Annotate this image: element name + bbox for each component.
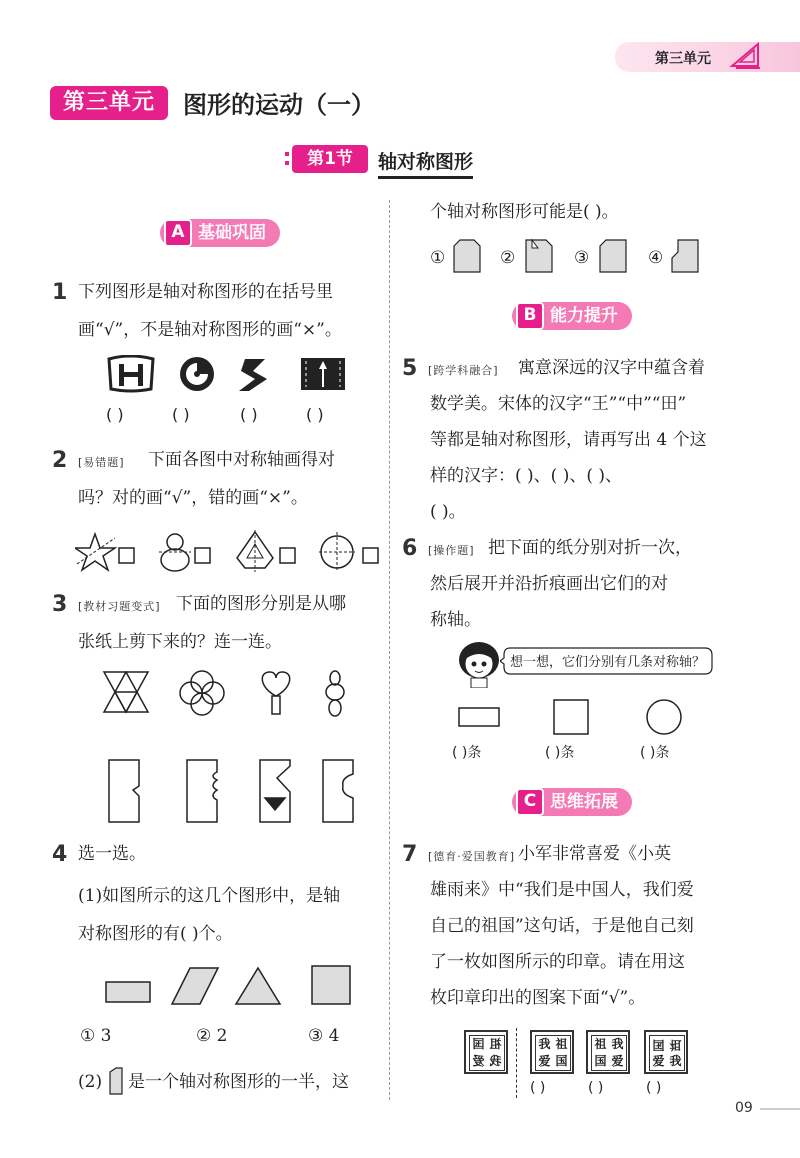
clover-shape-icon — [180, 671, 224, 715]
q2-tag: [易错题] — [78, 456, 125, 469]
q1-logos — [105, 355, 355, 395]
choice-shape-1-icon — [452, 238, 482, 274]
q2-text-line1: 下面各图中对称轴画得对 — [148, 450, 335, 470]
q7-answer-2[interactable]: ( ) — [588, 1080, 604, 1096]
q5-line3: 等都是轴对称图形，请再写出 4 个这 — [430, 430, 707, 450]
paper-circle-icon — [647, 700, 681, 734]
stamp-original-char-2: 祖 — [489, 1037, 502, 1051]
q6-line2: 然后展开并沿折痕画出它们的对 — [430, 574, 668, 594]
choice-shape-3-icon — [598, 238, 628, 274]
q5-tag: [跨学科融合] — [428, 364, 499, 377]
section-title: 轴对称图形 — [378, 147, 473, 179]
circle-figure-icon — [319, 532, 355, 572]
paper-piece-4-icon — [323, 760, 353, 822]
q2-checkbox-1 — [119, 548, 134, 563]
half-shape-icon — [108, 1066, 124, 1096]
stamp-option-2 — [586, 1030, 630, 1074]
q1-answer-3[interactable]: ( ) — [240, 405, 258, 424]
rectangle-shape-icon — [106, 982, 150, 1002]
leaf-figure-icon — [237, 530, 273, 572]
q6-answer-2[interactable]: ( )条 — [545, 745, 575, 761]
q6-line1: 把下面的纸分别对折一次， — [488, 538, 692, 558]
unit-tab-label: 第三单元 — [655, 51, 711, 67]
q5-line1: 寓意深远的汉字中蕴含着 — [518, 358, 705, 378]
q4-shapes — [100, 964, 360, 1006]
heart-stem-shape-icon — [262, 672, 289, 714]
stamp-original-char-3: 爱 — [472, 1054, 485, 1068]
q6-answer-1[interactable]: ( )条 — [452, 745, 482, 761]
q3-text-line2: 张纸上剪下来的？连一连。 — [78, 632, 282, 652]
level-b-label: 能力提升 — [550, 306, 618, 326]
girl-avatar-icon — [455, 636, 503, 688]
q3-number: 3 — [52, 592, 68, 617]
level-b-pill — [512, 302, 632, 330]
stamp-1-char-4: 国 — [555, 1054, 568, 1068]
stamp-1-char-3: 爱 — [538, 1054, 551, 1068]
q5-line4[interactable]: 样的汉字：( )、( )、( )、 — [430, 466, 623, 486]
paper-piece-1-icon — [109, 760, 139, 822]
q1-answer-2[interactable]: ( ) — [172, 405, 190, 424]
q7-answer-3[interactable]: ( ) — [646, 1080, 662, 1096]
q4-part1-line2: 对称图形的有( )个。 — [78, 924, 233, 944]
q7-line4: 了一枚如图所示的印章。请在用这 — [430, 952, 685, 972]
paper-rectangle-icon — [459, 708, 499, 726]
bank-logo-icon — [180, 357, 214, 391]
q1-answer-1[interactable]: ( ) — [106, 405, 124, 424]
paper-piece-2-icon — [187, 760, 217, 822]
stamp-separator — [516, 1028, 517, 1098]
q7-line1: 小军非常喜爱《小英 — [518, 844, 671, 864]
q6-line3: 称轴。 — [430, 610, 481, 630]
q5-line5[interactable]: ( )。 — [430, 502, 466, 522]
stamp-2-char-4: 爱 — [611, 1054, 624, 1068]
q7-line3: 自己的祖国”这句话，于是他自己刻 — [430, 916, 694, 936]
stamp-3-char-3: 爱 — [652, 1054, 665, 1068]
q4-text: 选一选。 — [78, 844, 146, 864]
level-a-pill — [160, 219, 280, 247]
triangle-ruler-icon — [728, 40, 762, 70]
q7-line2: 雄雨来》中“我们是中国人，我们爱 — [430, 880, 694, 900]
q4-option-1[interactable]: ① 3 — [80, 1026, 112, 1046]
q1-text-line2: 画“√”，不是轴对称图形的画“×”。 — [78, 320, 342, 340]
section-badge: 第1节 — [292, 145, 368, 173]
stamp-original-char-4: 我 — [489, 1054, 502, 1068]
q4-part2-line1: 是一个轴对称图形的一半，这 — [128, 1072, 349, 1092]
q4-option-3[interactable]: ③ 4 — [308, 1026, 340, 1046]
paper-piece-3-icon — [260, 760, 290, 822]
q5-number: 5 — [402, 356, 418, 381]
q4-choice-4[interactable]: ④ — [648, 248, 664, 268]
q7-number: 7 — [402, 842, 418, 867]
gourd-shape-icon — [326, 671, 344, 716]
stamp-3-char-4: 我 — [669, 1054, 682, 1068]
level-b-letter: B — [516, 302, 544, 330]
q4-part1-line1: (1)如图所示的这几个图形中，是轴 — [78, 886, 341, 906]
q2-number: 2 — [52, 448, 68, 473]
q6-answer-3[interactable]: ( )条 — [640, 745, 670, 761]
q2-text-line2: 吗？对的画“√”，错的画“×”。 — [78, 488, 308, 508]
arrow-sign-icon — [301, 358, 345, 390]
q7-tag: [德育·爱国教育] — [428, 850, 516, 863]
unit-badge: 第三单元 — [50, 86, 168, 120]
square-shape-icon — [312, 966, 350, 1004]
stamp-2-char-3: 国 — [594, 1054, 607, 1068]
level-c-letter: C — [516, 788, 544, 816]
speech-bubble-text: 想一想，它们分别有几条对称轴？ — [510, 655, 706, 670]
parallelogram-shape-icon — [172, 968, 218, 1004]
q5-line2: 数学美。宋体的汉字“王”“中”“田” — [430, 394, 687, 414]
q6-paper-shapes — [455, 696, 705, 738]
stamp-original — [464, 1030, 508, 1074]
stamp-3-char-1: 国 — [652, 1038, 665, 1052]
stamp-2-char-1: 祖 — [594, 1037, 607, 1051]
q7-answer-1[interactable]: ( ) — [530, 1080, 546, 1096]
paper-square-icon — [554, 700, 588, 734]
q2-checkbox-4 — [363, 548, 378, 563]
q6-number: 6 — [402, 536, 418, 561]
q4-number: 4 — [52, 842, 68, 867]
page-number-line — [760, 1108, 800, 1110]
stamp-3-char-2: 祖 — [669, 1038, 682, 1052]
stamp-1-char-2: 祖 — [555, 1037, 568, 1051]
suzuki-logo-icon — [239, 359, 267, 391]
gourd-figure-icon — [159, 534, 191, 571]
level-c-pill — [512, 788, 632, 816]
q2-checkbox-2 — [195, 548, 210, 563]
q1-answer-4[interactable]: ( ) — [306, 405, 324, 424]
stamp-option-3 — [644, 1030, 688, 1074]
stamp-option-1 — [530, 1030, 574, 1074]
q4-choice-3[interactable]: ③ — [574, 248, 590, 268]
unit-title: 图形的运动（一） — [183, 91, 375, 119]
q1-text-line1: 下列图形是轴对称图形的在括号里 — [78, 282, 333, 302]
q4-part2-prefix: (2) — [78, 1072, 103, 1092]
honda-logo-icon — [109, 356, 153, 391]
choice-shape-2-icon — [524, 238, 554, 274]
triangle-shape-icon — [236, 968, 280, 1004]
stamp-2-char-2: 我 — [611, 1037, 624, 1051]
q2-figures — [75, 528, 385, 576]
q4-part2-line2: 个轴对称图形可能是( )。 — [430, 202, 619, 222]
q3-cutout-shapes — [100, 668, 360, 720]
q4-option-2[interactable]: ② 2 — [196, 1026, 228, 1046]
q6-tag: [操作题] — [428, 544, 475, 557]
q3-paper-pieces — [105, 758, 365, 824]
q3-text-line1: 下面的图形分别是从哪 — [176, 594, 346, 614]
level-a-label: 基础巩固 — [198, 223, 266, 243]
q4-choice-1[interactable]: ① — [430, 248, 446, 268]
stamp-original-char-1: 国 — [472, 1037, 485, 1051]
column-divider — [389, 200, 390, 1100]
level-c-label: 思维拓展 — [550, 792, 618, 812]
section-dots-icon — [284, 150, 292, 168]
choice-shape-4-icon — [670, 238, 700, 274]
q2-checkbox-3 — [280, 548, 295, 563]
page-number: 09 — [735, 1100, 753, 1116]
q3-tag: [教材习题变式] — [78, 600, 161, 613]
star-figure-icon — [75, 534, 115, 570]
stamp-1-char-1: 我 — [538, 1037, 551, 1051]
triangles-shape-icon — [104, 672, 148, 712]
q1-number: 1 — [52, 280, 68, 305]
level-a-letter: A — [164, 219, 192, 247]
q7-line5: 枚印章印出的图案下面“√”。 — [430, 988, 646, 1008]
q4-choice-2[interactable]: ② — [500, 248, 516, 268]
